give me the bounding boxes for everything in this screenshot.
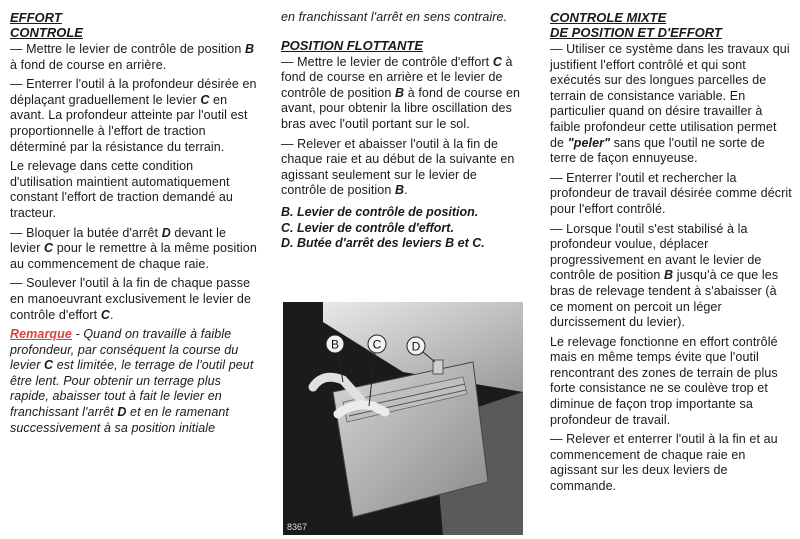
section-title-position-flottante: POSITION FLOTTANTE xyxy=(281,37,424,53)
lever-ref: C xyxy=(44,358,54,373)
text: est limitée, le terrage de l'outil peut être lent. Pour obtenir un terrage plus rapide, abaisser tout à fait le levier en franchissant l'arrêt xyxy=(10,358,254,420)
lever-ref: B xyxy=(394,183,405,198)
lever-photo-illustration xyxy=(283,302,523,535)
paragraph xyxy=(281,55,524,133)
stop-ref: D xyxy=(161,225,171,240)
lever-ref: B xyxy=(244,42,255,56)
lever-ref: C xyxy=(44,241,54,256)
figure-label-c: C xyxy=(372,337,382,352)
paragraph xyxy=(281,137,524,199)
paragraph xyxy=(10,276,257,323)
remark-label: Remarque xyxy=(10,327,72,342)
paragraph: — Relever et enterrer l'outil à la fin et au commencement de chaque raie en agissant sur les deux leviers de commande. xyxy=(550,432,778,494)
text: sans que l'outil ne sorte de terre de façon ennuyeuse. xyxy=(550,135,765,166)
text: — Mettre le levier de contrôle d'effort xyxy=(281,54,493,69)
figure-label-b: B xyxy=(330,337,340,352)
lever-photo xyxy=(283,302,523,535)
text: — Mettre le levier de contrôle de position xyxy=(10,42,245,56)
paragraph: Le relevage fonctionne en effort contrôlé mais en même temps évite que l'outil rencontrant des zones de terrain de plus forte consistance ne se coulève trop et diminue de façon trop importante sa profondeur de travail. xyxy=(550,334,778,427)
text: pour le remettre à la même position au commencement de chaque raie. xyxy=(10,241,257,271)
text: à fond de course en avant, pour obtenir la libre oscillation des bras avec l'outil portant sur le sol. xyxy=(281,85,521,131)
text: — Lorsque l'outil s'est stabilisé à la profondeur voulue, déplacer progressivement en avant le levier de contrôle de position xyxy=(550,221,762,283)
paragraph xyxy=(550,42,793,167)
stop-ref: D xyxy=(117,405,127,420)
paragraph xyxy=(10,77,257,155)
lever-ref: C xyxy=(200,92,210,107)
text: - Quand on travaille à faible profondeur, par conséquent la course du levier xyxy=(10,327,239,373)
legend-item-c: C. Levier de contrôle d'effort. xyxy=(281,220,454,235)
text: en avant. La profondeur atteinte par l'outil est proportionnelle à l'effort de traction déterminé par la résistance du terrain. xyxy=(10,92,248,154)
text: jusqu'à ce que les bras de relevage tendent à s'abaisser (à ce moment on percoit un léger durcissement du levier). xyxy=(550,268,779,330)
text: . xyxy=(109,307,114,322)
column-effort-controle xyxy=(10,10,257,440)
column-controle-mixte xyxy=(550,10,793,499)
figure-label-d: D xyxy=(411,339,421,354)
lever-ref: B xyxy=(394,85,405,100)
text: — Relever et abaisser l'outil à la fin de chaque raie et au début de la suivante en agissant seulement sur le levier de contrôle de position xyxy=(281,136,515,198)
paragraph xyxy=(10,42,257,73)
lever-ref: C xyxy=(100,307,110,322)
text: — Bloquer la butée d'arrêt xyxy=(10,225,162,240)
legend-item-b: B. Levier de contrôle de position. xyxy=(281,204,479,219)
text: — Enterrer l'outil à la profondeur désirée en déplaçant graduellement le levier xyxy=(10,77,257,107)
column-position-flottante xyxy=(281,10,524,252)
remark-paragraph xyxy=(10,327,257,436)
paragraph: — Enterrer l'outil et rechercher la profondeur de travail désirée comme décrit pour l'effort contrôlé. xyxy=(550,170,792,216)
lever-ref: B xyxy=(663,268,674,283)
text: — Utiliser ce système dans les travaux qui justifient l'effort contrôlé et qui sont exécutés sur des longues parcelles de terrain de consistance variable. En particulier quand on désire travailler à faible profondeur cette utilisation permet de xyxy=(550,42,790,150)
text: et en le ramenant successivement à sa position initiale xyxy=(10,405,230,435)
paragraph xyxy=(550,222,793,331)
section-title-effort-controle: EFFORT CONTROLE xyxy=(10,10,83,40)
legend-item-d: D. Butée d'arrêt des leviers B et C. xyxy=(281,236,485,251)
text: à fond de course en arrière. xyxy=(10,57,167,72)
figure-legend xyxy=(281,205,524,252)
text: — Soulever l'outil à la fin de chaque passe en manoeuvrant exclusivement le levier de contrôle d'effort xyxy=(10,276,252,322)
paragraph: Le relevage dans cette condition d'utilisation maintient automatiquement constant l'effort de traction demandé au tracteur. xyxy=(10,159,233,220)
lever-ref: C xyxy=(492,54,502,69)
figure-number: 8367 xyxy=(287,522,308,532)
text: devant le levier xyxy=(10,225,227,256)
section-title-controle-mixte: CONTROLE MIXTE DE POSITION ET D'EFFORT xyxy=(550,10,722,40)
quoted-term: "peler" xyxy=(567,135,611,150)
text: . xyxy=(404,183,408,198)
continued-text: en franchissant l'arrêt en sens contraire. xyxy=(281,10,508,24)
text: à fond de course en arrière et le levier de contrôle de position xyxy=(281,54,513,100)
paragraph xyxy=(10,226,257,273)
